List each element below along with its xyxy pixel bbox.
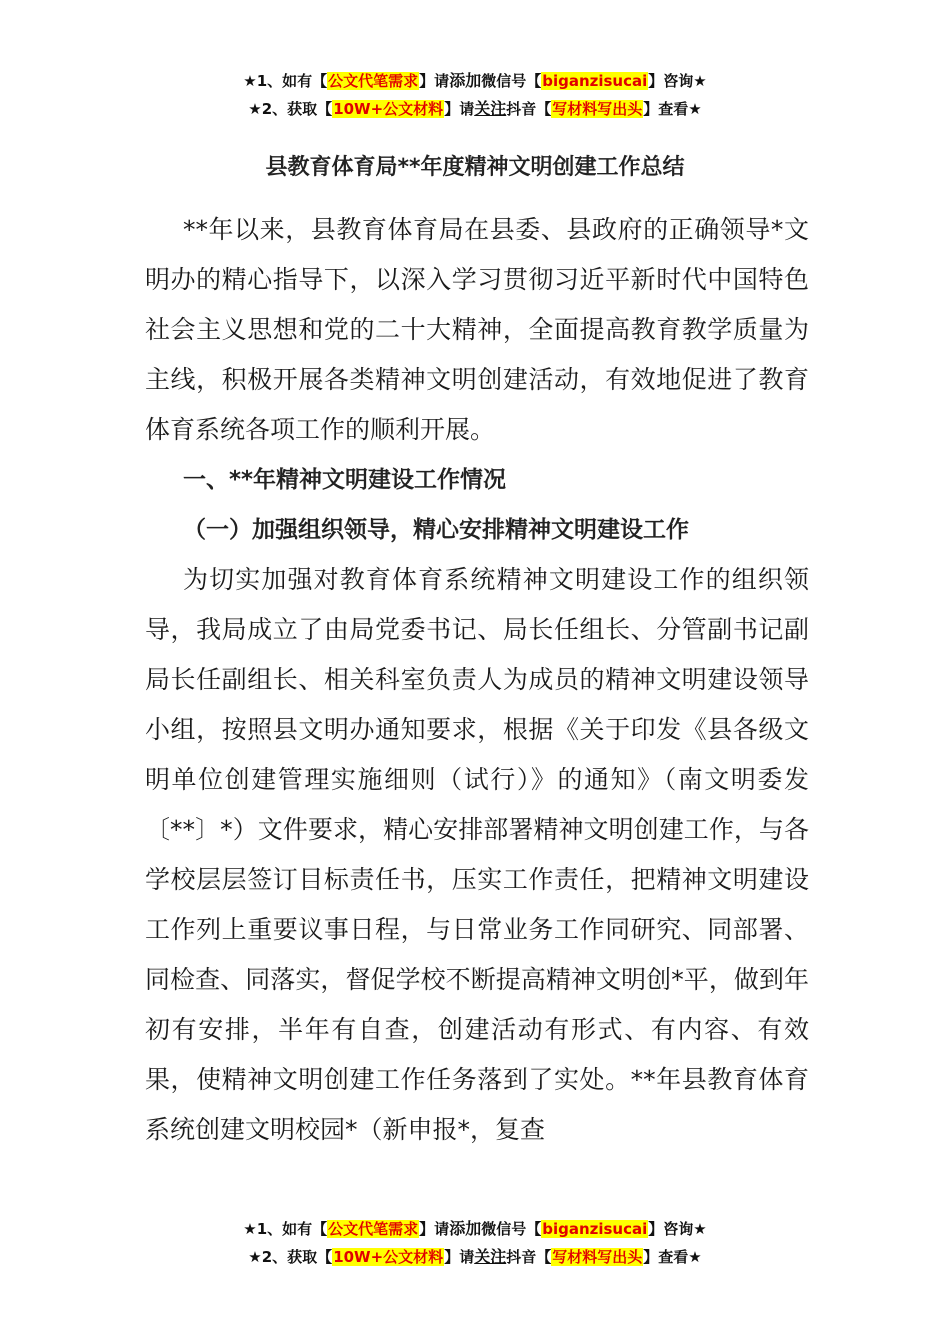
promo-line-2-mid: 】请 xyxy=(444,100,475,118)
promo-line-1-bottom xyxy=(0,1215,950,1243)
section-heading-1: 一、**年精神文明建设工作情况 xyxy=(183,467,507,493)
subsection-heading-1: （一）加强组织领导，精心安排精神文明建设工作 xyxy=(183,517,689,543)
promo-line-2-mid2: 抖音【 xyxy=(506,100,552,118)
promo-line-2-mid2: 抖音【 xyxy=(506,1248,552,1266)
promo-highlight-materials: 10W+公文材料 xyxy=(333,1248,444,1266)
promo-line-2-prefix: ★2、获取【 xyxy=(248,1248,333,1266)
intro-paragraph: **年以来，县教育体育局在县委、县政府的正确领导*文明办的精心指导下，以深入学习贯彻习近平新时代中国特色社会主义思想和党的二十大精神，全面提高教育教学质量为主线，积极开展各类精神文明创建活动，有效地促进了教育体育系统各项工作的顺利开展。 xyxy=(145,215,809,444)
promo-line-2-suffix: 】查看★ xyxy=(643,100,702,118)
promo-highlight-wechat-id: biganzisucai xyxy=(542,1220,648,1238)
promo-highlight-service: 公文代笔需求 xyxy=(328,1220,419,1238)
promo-line-2-suffix: 】查看★ xyxy=(643,1248,702,1266)
document-body xyxy=(145,205,809,1155)
promo-highlight-materials: 10W+公文材料 xyxy=(333,100,444,118)
promo-line-1-suffix: 】咨询★ xyxy=(648,1220,707,1238)
promo-highlight-douyin-name: 写材料写出头 xyxy=(552,100,643,118)
promo-banner-top xyxy=(0,67,950,123)
promo-emphasis-add: 添加 xyxy=(449,1219,482,1238)
promo-line-2 xyxy=(0,95,950,123)
promo-line-1 xyxy=(0,67,950,95)
promo-highlight-service: 公文代笔需求 xyxy=(328,72,419,90)
promo-line-2-prefix: ★2、获取【 xyxy=(248,100,333,118)
promo-highlight-wechat-id: biganzisucai xyxy=(542,72,648,90)
promo-emphasis-follow: 关注 xyxy=(474,99,507,118)
promo-line-1-prefix: ★1、如有【 xyxy=(243,1220,328,1238)
promo-emphasis-add: 添加 xyxy=(449,71,482,90)
promo-banner-bottom xyxy=(0,1215,950,1271)
promo-line-1-prefix: ★1、如有【 xyxy=(243,72,328,90)
promo-line-2-bottom xyxy=(0,1243,950,1271)
promo-line-1-mid2: 微信号【 xyxy=(481,1220,542,1238)
promo-line-1-mid: 】请 xyxy=(419,72,450,90)
promo-line-1-mid2: 微信号【 xyxy=(481,72,542,90)
body-paragraph-1: 为切实加强对教育体育系统精神文明建设工作的组织领导，我局成立了由局党委书记、局长任组长、分管副书记副局长任副组长、相关科室负责人为成员的精神文明建设领导小组，按照县文明办通知要求，根据《关于印发《县各级文明单位创建管理实施细则（试行）》的通知》（南文明委发〔**〕*）文件要求，精心安排部署精神文明创建工作，与各学校层层签订目标责任书，压实工作责任，把精神文明建设工作列上重要议事日程，与日常业务工作同研究、同部署、同检查、同落实，督促学校不断提高精神文明创*平，做到年初有安排，半年有自查，创建活动有形式、有内容、有效果，使精神文明创建工作任务落到了实处。**年县教育体育系统创建文明校园*（新申报*，复查 xyxy=(145,565,809,1144)
promo-highlight-douyin-name: 写材料写出头 xyxy=(552,1248,643,1266)
promo-line-2-mid: 】请 xyxy=(444,1248,475,1266)
document-title: 县教育体育局**年度精神文明创建工作总结 xyxy=(265,155,685,180)
promo-line-1-mid: 】请 xyxy=(419,1220,450,1238)
promo-emphasis-follow: 关注 xyxy=(474,1247,507,1266)
promo-line-1-suffix: 】咨询★ xyxy=(648,72,707,90)
